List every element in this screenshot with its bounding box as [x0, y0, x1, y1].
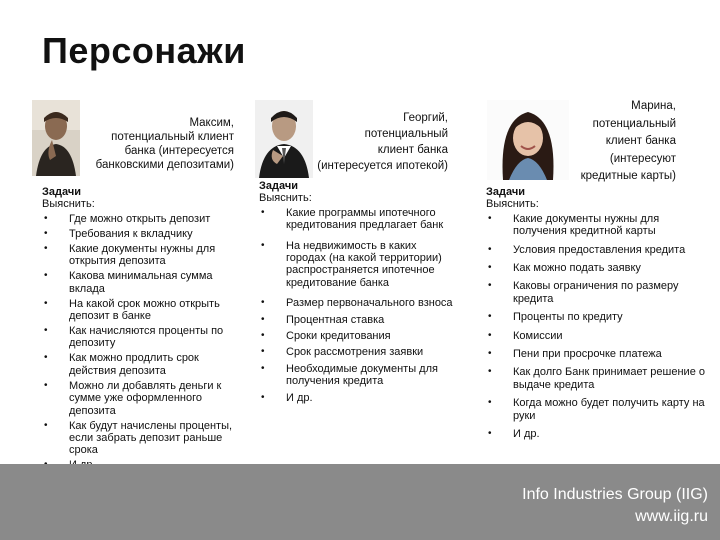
marina-tasks: [486, 186, 708, 443]
maxim-photo: [32, 100, 80, 176]
list-item: • И др.: [488, 428, 540, 441]
page-title: Персонажи: [42, 30, 246, 71]
list-item: • Пени при просрочке платежа: [488, 348, 662, 361]
tasks-heading: Задачи: [42, 186, 81, 198]
list-item: • Когда можно будет получить карту на руки: [488, 397, 705, 422]
clarify-label: Выяснить:: [486, 198, 539, 211]
footer-url[interactable]: www.iig.ru: [635, 508, 708, 525]
list-item: • Проценты по кредиту: [488, 311, 623, 324]
list-item: • Как начисляются проценты по депозиту: [44, 325, 224, 350]
marina-photo: [487, 100, 569, 180]
footer-bar: [0, 464, 720, 540]
list-item: • Требования к вкладчику: [44, 227, 193, 240]
list-item: • Комиссии: [488, 329, 563, 342]
list-item: • На недвижимость в каких городах (на какой территории) распространяется ипотечное кредитование банка: [261, 239, 442, 289]
list-item: • Каковы ограничения по размеру кредита: [488, 280, 679, 305]
list-item: • Срок рассмотрения заявки: [261, 346, 424, 359]
georgy-tasks: [259, 180, 455, 407]
footer-company: Info Industries Group (IIG): [522, 486, 708, 503]
list-item: • Как долго Банк принимает решение о выдаче кредита: [488, 366, 705, 391]
list-item: • На какой срок можно открыть депозит в банке: [44, 297, 220, 323]
list-item: • Можно ли добавлять деньги к сумме уже оформленного депозита: [44, 379, 222, 417]
tasks-heading: Задачи: [259, 180, 298, 192]
list-item: • И др.: [261, 391, 313, 404]
marina-caption: Марина, потенциальный клиент банка (интересуют кредитные карты): [580, 100, 676, 182]
tasks-heading: Задачи: [486, 186, 525, 198]
list-item: • Размер первоначального взноса: [261, 297, 453, 310]
list-item: • Сроки кредитования: [261, 330, 391, 343]
list-item: • Какие документы нужны для получения кредитной карты: [488, 212, 660, 238]
list-item: • Условия предоставления кредита: [488, 243, 686, 256]
list-item: • Какие документы нужны для открытия депозита: [44, 242, 216, 268]
list-item: • Как можно подать заявку: [488, 262, 641, 275]
list-item: • Процентная ставка: [261, 313, 385, 326]
maxim-caption: Максим, потенциальный клиент банка (интересуется банковскими депозитами): [95, 117, 234, 171]
list-item: • Где можно открыть депозит: [44, 212, 211, 225]
list-item: • Какие программы ипотечного кредитования предлагает банк: [261, 206, 444, 232]
clarify-label: Выяснить:: [259, 192, 312, 205]
list-item: • Необходимые документы для получения кредита: [261, 362, 438, 388]
maxim-tasks: [42, 186, 242, 474]
list-item: • Какова минимальная сумма вклада: [44, 270, 213, 295]
list-item: • Как будут начислены проценты, если забрать депозит раньше срока: [44, 419, 233, 457]
list-item: • Как можно продлить срок действия депозита: [44, 352, 199, 377]
georgy-caption: Георгий, потенциальный клиент банка (интересуется ипотекой): [317, 112, 448, 172]
clarify-label: Выяснить:: [42, 198, 95, 211]
